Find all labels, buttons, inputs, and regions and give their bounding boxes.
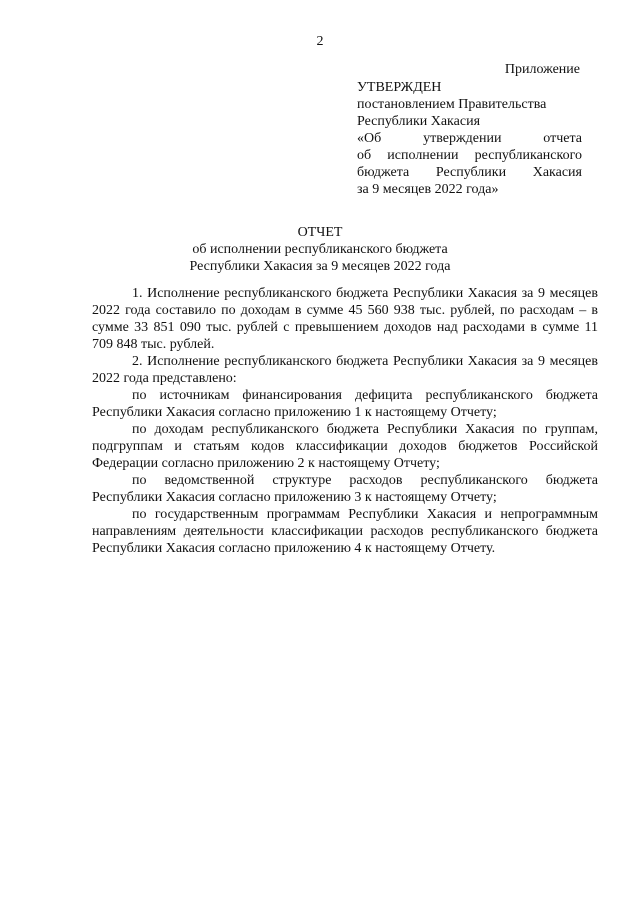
- body-paragraph: 1. Исполнение республиканского бюджета Республики Хакасия за 9 месяцев 2022 года составило по доходам в сумме 45 560 938 тыс. рублей, по расходам – в сумме 33 851 090 тыс. рублей с превышением доходов над расходами в сумме 11 709 848 тыс. рублей.: [92, 286, 598, 352]
- approval-line: Республики Хакасия: [357, 114, 481, 129]
- body-paragraph: 2. Исполнение республиканского бюджета Республики Хакасия за 9 месяцев 2022 года представлено:: [92, 354, 598, 386]
- approval-line: об исполнении республиканского: [357, 148, 582, 163]
- approval-line: постановлением Правительства: [357, 97, 547, 112]
- report-heading: [0, 224, 640, 275]
- body-paragraph: по доходам республиканского бюджета Республики Хакасия по группам, подгруппам и статьям кодов классификации доходов бюджетов Российской Федерации согласно приложению 2 к настоящему Отчету;: [92, 422, 598, 471]
- body-paragraph: по государственным программам Республики Хакасия и непрограммным направлениям деятельности классификации расходов республиканского бюджета Республики Хакасия согласно приложению 4 к настоящему Отчету.: [92, 507, 598, 556]
- report-title: ОТЧЕТ: [297, 225, 343, 240]
- report-body: [92, 285, 598, 557]
- approval-line: «Об утверждении отчета: [357, 131, 582, 146]
- body-paragraph: по источникам финансирования дефицита республиканского бюджета Республики Хакасия согласно приложению 1 к настоящему Отчету;: [92, 388, 598, 420]
- body-paragraph: по ведомственной структуре расходов республиканского бюджета Республики Хакасия согласно приложению 3 к настоящему Отчету;: [92, 473, 598, 505]
- approval-title: УТВЕРЖДЕН: [357, 80, 442, 95]
- report-subtitle: об исполнении республиканского бюджета: [192, 242, 448, 257]
- appendix-label: Приложение: [504, 62, 580, 77]
- page-number: 2: [316, 34, 324, 49]
- report-subtitle: Республики Хакасия за 9 месяцев 2022 года: [189, 259, 451, 274]
- approval-line: бюджета Республики Хакасия: [357, 165, 582, 180]
- approval-block: [357, 79, 582, 198]
- approval-line: за 9 месяцев 2022 года»: [357, 182, 499, 197]
